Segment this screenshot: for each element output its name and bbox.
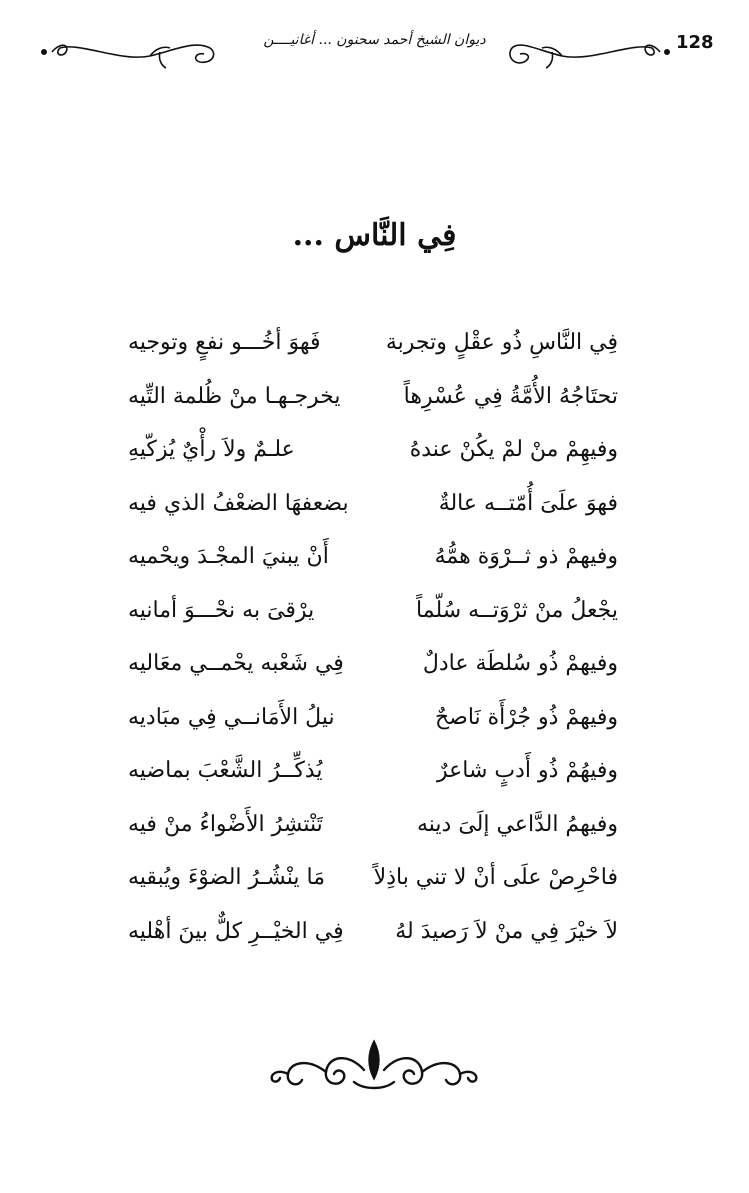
verse-3 [128,437,618,491]
verse-4-second-hemistich: بضعفهَا الضعْفُ الذي فيه [128,490,349,516]
verse-12-second-hemistich: فِي الخيْــرِ كلٌّ بينَ أهْليه [128,918,344,944]
header-flourish-icon [0,22,749,82]
verse-7-first-hemistich: وفيهمْ ذُو سُلطَة عادلٌ [422,651,618,676]
verse-10-second-hemistich: تَنْتشِرُ الأَضْواءُ منْ فيه [128,811,323,837]
verse-9 [128,758,618,812]
verse-9-first-hemistich: وفيهُمْ ذُو أَدبٍ شاعرٌ [437,758,618,783]
poem-body [128,330,618,972]
verse-5 [128,544,618,598]
page-header [0,22,749,82]
verse-3-second-hemistich: علـمٌ ولاَ رأْيٌ يُزكّيهِ [128,437,295,462]
verse-1-second-hemistich: فَهوَ أخُـــو نفعٍ وتوجيه [128,330,321,355]
page-number: 128 [676,32,714,53]
verse-4-first-hemistich: فهوَ علَىَ أُمّتــه عالةٌ [438,490,618,516]
verse-10-first-hemistich: وفيهمُ الدَّاعي إلَىَ دينه [417,811,618,837]
verse-6-second-hemistich: يرْقىَ به نحْـــوَ أمانيه [128,597,315,623]
verse-12 [128,919,618,973]
verse-2-first-hemistich: تحتَاجُهُ الأُمَّةُ فِي عُسْرِهاً [403,383,618,409]
verse-8-second-hemistich: نيلُ الأَمَانــي فِي مبَاديه [128,704,335,730]
verse-8 [128,705,618,759]
verse-6-first-hemistich: يجْعلُ منْ ثرْوَتــه سُلّماً [416,597,618,623]
verse-1-first-hemistich: فِي النَّاسِ ذُو عقْلٍ وتجربة [385,330,618,355]
verse-1 [128,330,618,384]
verse-10 [128,812,618,866]
verse-6 [128,598,618,652]
verse-11 [128,865,618,919]
poem-title: فِي النَّاس ... [292,218,457,253]
verse-11-first-hemistich: فاحْرِصْ علَى أنْ لا تني باذِلاً [373,865,618,890]
verse-5-first-hemistich: وفيهمْ ذو ثــرْوَة همُّهُ [434,544,618,569]
verse-7-second-hemistich: فِي شَعْبه يحْمــي معَاليه [128,651,344,676]
verse-7 [128,651,618,705]
verse-11-second-hemistich: مَا ينْشُـرُ الضوْءَ ويُبقيه [128,865,325,890]
verse-2 [128,384,618,438]
verse-2-second-hemistich: يخرجـهـا منْ ظُلمة التِّيه [128,383,341,409]
verse-4 [128,491,618,545]
scroll-flourish-icon [268,1038,480,1098]
book-title: ديوان الشيخ أحمد سحنون ... أغانيــــن [263,32,486,48]
verse-5-second-hemistich: أَنْ يبنيَ المجْـدَ ويحْميه [128,544,329,569]
verse-12-first-hemistich: لاَ خيْرَ فِي منْ لاَ رَصيدَ لهُ [395,918,618,944]
verse-8-first-hemistich: وفيهمْ ذُو جُرْأَة نَاصحٌ [434,704,618,730]
verse-9-second-hemistich: يُذكِّــرُ الشَّعْبَ بماضيه [128,758,323,783]
verse-3-first-hemistich: وفيهِمْ منْ لمْ يكُنْ عندهُ [409,437,618,462]
